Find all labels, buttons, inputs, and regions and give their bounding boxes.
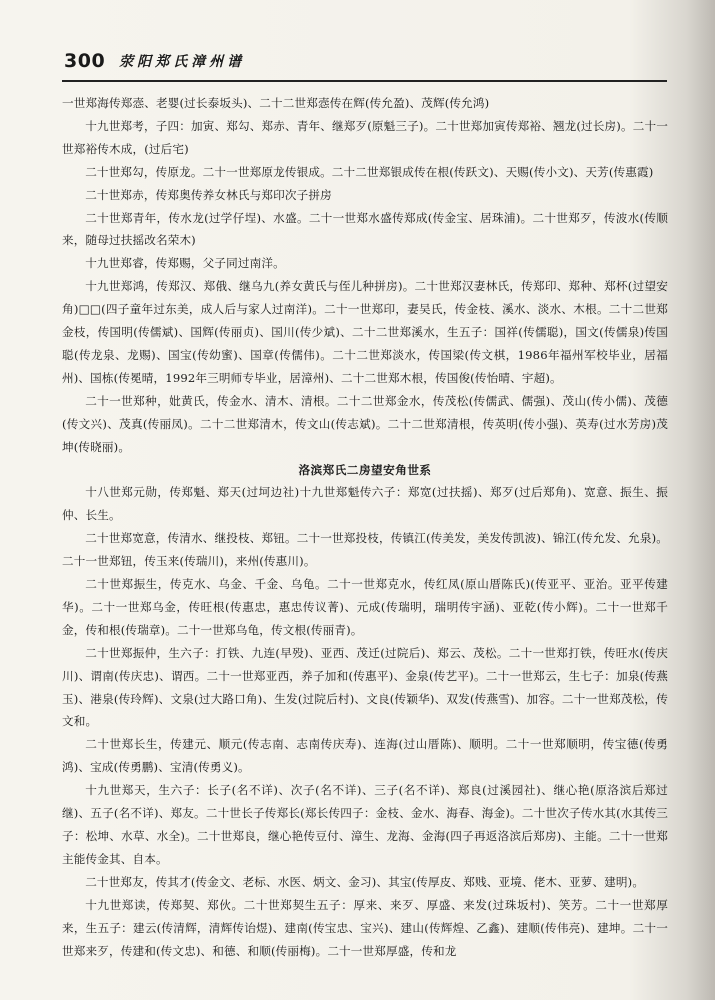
paragraph: 一世郑海传郑悫、老婴(过长泰坂头)、二十二世郑悫传在辉(传允盈)、茂辉(传允鸿)	[62, 96, 490, 110]
paragraph: 十九世郑鸿，传郑汉、郑俄、继乌九(养女黄氏与侄儿种拼房)。二十世郑汉妻林氏，传郑印、郑种、郑杯(过望安角)□□(四子童年过东美，成人后与家人过南洋)。二十一世郑印，妻吴氏，传金枝、溪水、淡水、木根。二十二世郑金枝，传国明(传儒斌)、国辉(传丽贞)、国川(传少斌)、二十二世郑溪水，生五子：国祥(传儒聪)，国文(传儒泉)传国聪(传龙泉、龙赐)、国宝(传幼蜜)、国章(传儒伟)。二十二世郑淡水，传国梁(传文棋，1986年福州军校毕业，居福州)、国栋(传冕晴，1992年三明师专毕业，居漳州)、二十二世郑木根，传国俊(传怡晴、宇超)。	[62, 279, 668, 385]
paragraph: 二十世郑振生，传克水、乌金、千金、乌龟。二十一世郑克水，传红凤(原山厝陈氏)(传亚平、亚治。亚平传建华)。二十一世郑乌金，传旺根(传惠忠，惠忠传议菁)、元成(传瑞明，瑞明传宇涵)、亚乾(传小辉)。二十一世郑千金，传和根(传瑞章)。二十一世郑乌龟，传文根(传丽青)。	[62, 577, 668, 637]
paragraph: 十九世郑读，传郑契、郑伙。二十世郑契生五子：厚来、来歹、厚盛、来发(过珠坂村)、笑芳。二十一世郑厚来，生五子：建云(传清辉，清辉传诒煜)、建南(传宝忠、宝兴)、建山(传辉煌、乙鑫)、建顺(传伟亮)、建坤。二十一世郑来歹，传建和(传文忠)、和德、和顺(传丽梅)。二十一世郑厚盛，传和龙	[62, 897, 668, 958]
paragraph: 二十世郑青年，传水龙(过学仔埕)、水盛。二十一世郑水盛传郑成(传金宝、居珠浦)。二十世郑歹，传波水(传顺来，随母过扶摇改名荣木)	[62, 210, 668, 248]
paragraph: 二十一世郑种，妣黄氏，传金水、清木、清根。二十二世郑金水，传茂松(传儒武、儒强)、茂山(传小儒)、茂德(传文兴)、茂真(传丽凤)。二十二世郑清木，传文山(传志斌)。二十二世郑清根，传英明(传小强)、英寿(过水芳房)茂坤(传晓丽)。	[62, 393, 668, 454]
paragraph: 二十世郑振仲，生六子：打铁、九连(早殁)、亚西、茂迁(过院后)、郑云、茂松。二十一世郑打铁，传旺水(传庆川)、谓南(传庆忠)、谓西。二十一世郑亚西，养子加和(传惠平)、金泉(传艺平)。二十一世郑云，生七子：加泉(传燕玉)、港泉(传玲辉)、文泉(过大路口角)、生发(过院后村)、文良(传颖华)、双发(传燕雪)、加容。二十一世郑茂松，传文和。	[62, 645, 668, 729]
paragraph: 十九世郑睿，传郑赐，父子同过南洋。	[85, 256, 285, 271]
paragraph: 十八世郑元勋，传郑魁、郑天(过坷边社)十九世郑魁传六子：郑宽(过扶摇)、郑歹(过后郑角)、宽意、振生、振仲、长生。	[62, 485, 668, 523]
paragraph: 十九世郑考，子四：加寅、郑勾、郑赤、青年、继郑歹(原魁三子)。二十世郑加寅传郑裕、翘龙(过长房)。二十一世郑裕传木成，(过后宅)	[62, 118, 668, 156]
page-number: 300	[64, 50, 106, 72]
paragraph: 二十世郑赤，传郑奥传养女林氏与郑印次子拼房	[85, 187, 332, 202]
book-title: 荥阳郑氏漳州谱	[119, 54, 246, 70]
paragraph: 二十世郑长生，传建元、顺元(传志南、志南传庆寿)、连海(过山厝陈)、顺明。二十一世郑顺明，传宝德(传勇鸿)、宝成(传勇鹏)、宝清(传勇义)。	[62, 737, 668, 775]
paragraph: 二十世郑勾，传原龙。二十一世郑原龙传银成。二十二世郑银成传在根(传跃文)、天赐(传小文)、天芳(传惠霞)	[85, 164, 654, 179]
header-rule	[62, 80, 667, 82]
genealogy-text	[62, 92, 668, 962]
paragraph: 二十世郑友，传其才(传金文、老标、水医、炳文、金习)、其宝(传厚皮、郑贱、亚境、佬木、亚萝、建明)。	[85, 874, 645, 889]
paragraph: 二十世郑宽意，传清水、继投枝、郑钮。二十一世郑投枝，传镇江(传美发，美发传凯波)、锦江(传允发、允泉)。二十一世郑钮，传玉来(传瑞川)，来州(传惠川)。	[62, 531, 668, 569]
paragraph: 十九世郑天，生六子：长子(名不详)、次子(名不详)、三子(名不详)、郑良(过溪园社)、继心艳(原洛滨后郑过继)、五子(名不详)、郑友。二十世长子传郑长(郑长传四子：金枝、金水、海春、海金)。二十世次子传水其(水其传三子：松坤、水草、水全)。二十世郑良，继心艳传豆付、漳生、龙海、金海(四子再返洛滨后郑房)、主能。二十一世郑主能传金其、自本。	[62, 783, 668, 866]
section-heading: 洛滨郑氏二房望安角世系	[298, 462, 432, 477]
page-header	[64, 46, 664, 76]
